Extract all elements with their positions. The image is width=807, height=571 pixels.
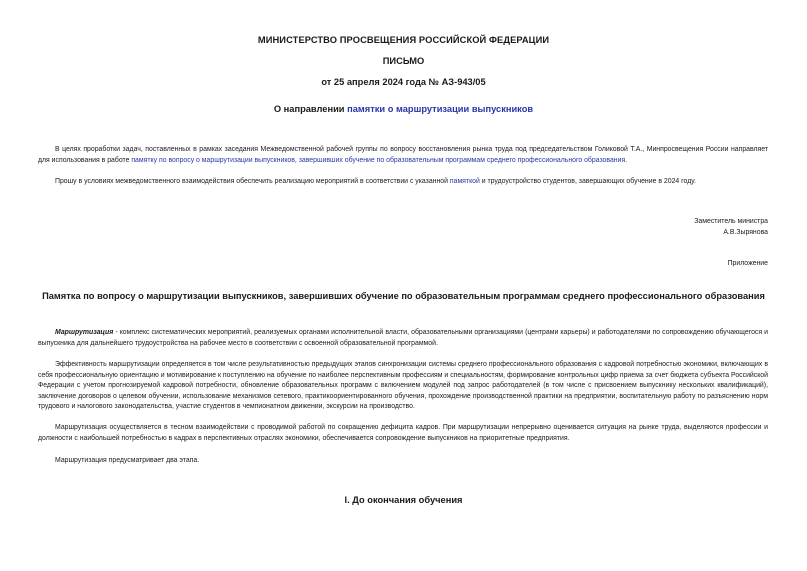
letter-paragraph-1 — [38, 145, 768, 166]
term-routing: Маршрутизация — [55, 329, 114, 336]
section-heading-1: I. До окончания обучения — [344, 495, 463, 505]
definition-text: - комплекс систематических мероприятий, реализуемых органами исполнительной власти, образовательными организациями (центрами карьеры) и работодателями по сопровождению обучающегося и выпускника для дальнейшего трудоустройства на рабочее место в соответствии с освоенной образовательной программой. — [38, 329, 768, 347]
subject-prefix: О направлении — [273, 104, 348, 114]
p1-text-end: . — [625, 156, 628, 164]
document-date-number: от 25 апреля 2024 года № АЗ-943/05 — [321, 77, 486, 87]
memo-paragraph-stages: Маршрутизация предусматривает два этапа. — [55, 457, 200, 464]
document-type: ПИСЬМО — [382, 56, 425, 66]
ministry-heading: МИНИСТЕРСТВО ПРОСВЕЩЕНИЯ РОССИЙСКОЙ ФЕДЕРАЦИИ — [257, 35, 550, 45]
p1-text-start: В целях проработки задач, поставленных в рамках заседания Межведомственной рабочей группы по вопросу восстановления рынка труда под председательством Голиковой Т.А., Минпросвещения России направляет для использования в работе — [38, 146, 768, 164]
memo-paragraph-definition — [38, 328, 768, 349]
memo-title: Памятка по вопросу о маршрутизации выпускников, завершивших обучение по образовательным программам среднего профессионального образования — [42, 291, 765, 301]
memo-link[interactable]: памятку по вопросу о маршрутизации выпускников, завершивших обучение по образовательным программам среднего профессионального образования — [131, 156, 626, 164]
p2-text-start: Прошу в условиях межведомственного взаимодействия обеспечить реализацию мероприятий в соответствии с указанной — [55, 178, 450, 185]
signature-name: А.В.Зырянова — [723, 228, 768, 236]
signature-block — [694, 217, 768, 238]
memo-paragraph-efficiency: Эффективность маршрутизации определяется в том числе результативностью предыдущих этапов синхронизации системы среднего профессионального образования с кадровой потребностью экономики, включающих в себя профессиональную ориентацию и мотивирование к поступлению на обучение по наиболее перспективным профессиям и специальностям, формирование контрольных цифр приема за счет бюджета субъекта Российской Федерации с учетом прогнозируемой кадровой потребности, обновление образовательных программ с включением модулей под запрос работодателей (в том числе с присвоением выпускнику нескольких квалификаций), заключение договоров о целевом обучении, использование механизмов сетевого, практикоориентированного обучения, прохождение производственной практики на предприятии, воспитательную работу по разъяснению норм трудового и налогового законодательства, участие студентов в чемпионатном движении, экскурсии на производство. — [38, 361, 768, 410]
appendix-label: Приложение — [727, 260, 768, 267]
letter-paragraph-2 — [38, 177, 768, 188]
document-subject — [0, 104, 807, 114]
memo-short-link[interactable]: памяткой — [449, 178, 480, 185]
p2-text-end: и трудоустройство студентов, завершающих обучение в 2024 году. — [479, 178, 696, 185]
signature-position: Заместитель министра — [694, 218, 768, 225]
memo-paragraph-interaction: Маршрутизация осуществляется в тесном взаимодействии с проводимой работой по сокращению дефицита кадров. При маршрутизации непрерывно оценивается ситуация на рынке труда, выделяются профессии и должности с наибольшей потребностью в кадрах в перспективных отраслях экономики, обеспечивается сопровождение выпускников на приоритетные предприятия. — [38, 424, 768, 442]
subject-link[interactable]: памятки о маршрутизации выпускников — [347, 104, 534, 114]
